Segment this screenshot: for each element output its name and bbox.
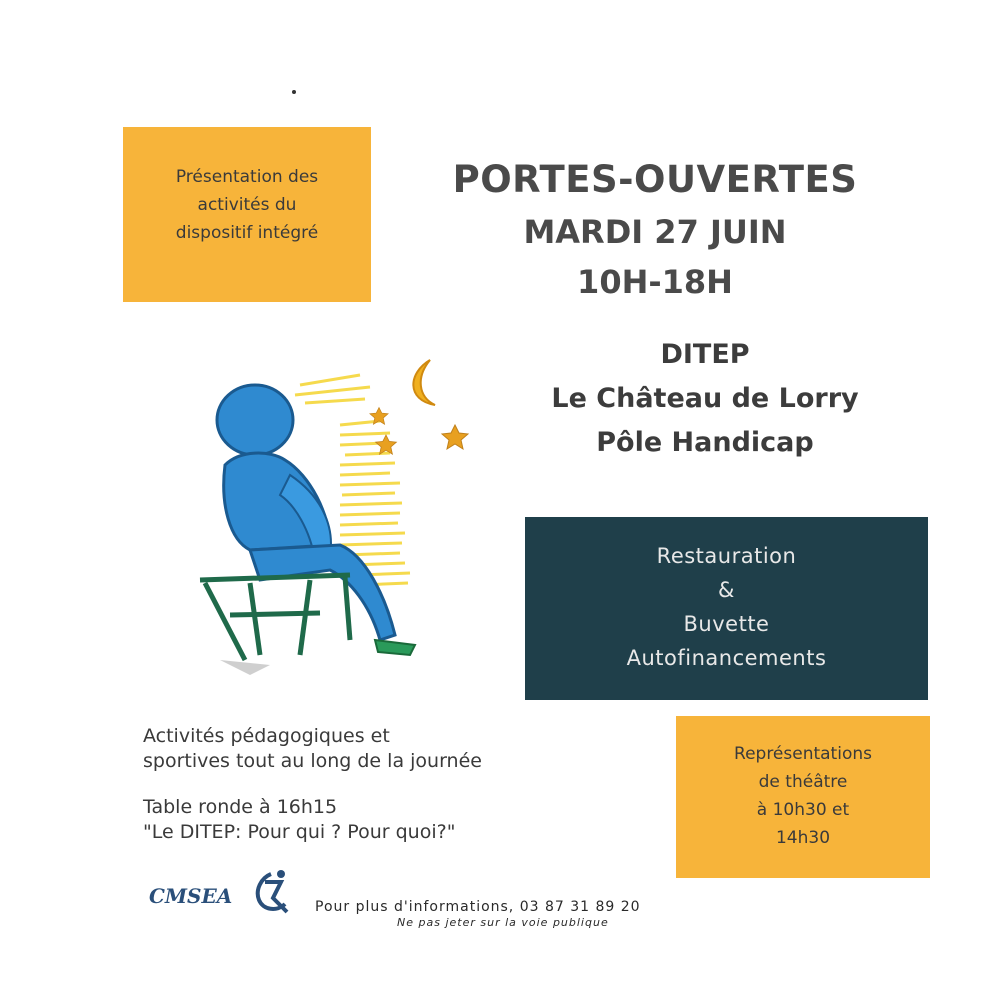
logo-text: CMSEA <box>149 884 233 908</box>
venue-block <box>480 333 930 465</box>
presentation-text <box>123 163 371 247</box>
presentation-line: dispositif intégré <box>175 223 319 243</box>
theatre-line: Représentations <box>734 744 872 764</box>
catering-box <box>525 517 928 700</box>
catering-text <box>525 539 928 675</box>
theatre-text <box>676 740 930 852</box>
venue-line: Le Château de Lorry <box>551 383 859 414</box>
catering-line: Restauration <box>656 544 797 568</box>
presentation-line: activités du <box>197 195 297 215</box>
cmsea-logo <box>149 868 349 928</box>
activities-text <box>143 724 663 774</box>
presentation-line: Présentation des <box>175 167 319 187</box>
event-header <box>385 158 925 301</box>
presentation-box <box>123 127 371 302</box>
activities-line: sportives tout au long de la journée <box>143 750 482 772</box>
event-date: MARDI 27 JUIN <box>523 213 787 251</box>
catering-line: & <box>718 578 735 602</box>
round-table-text <box>143 795 663 845</box>
legal-notice: Ne pas jeter sur la voie publique <box>397 916 609 929</box>
round-table-line: Table ronde à 16h15 <box>143 796 338 818</box>
theatre-line: 14h30 <box>775 828 831 848</box>
contact-info: Pour plus d'informations, 03 87 31 89 20 <box>315 899 641 915</box>
catering-line: Autofinancements <box>626 646 827 670</box>
round-table-line: "Le DITEP: Pour qui ? Pour quoi?" <box>143 821 456 843</box>
venue-line: DITEP <box>660 339 750 370</box>
child-sitting-on-stool-looking-at-moon-illustration <box>190 355 520 685</box>
catering-line: Buvette <box>683 612 770 636</box>
accessibility-logo-icon <box>241 868 301 918</box>
event-title: PORTES-OUVERTES <box>452 158 858 201</box>
scan-speck <box>292 90 296 94</box>
theatre-line: de théâtre <box>758 772 848 792</box>
event-hours: 10H-18H <box>577 263 733 301</box>
theatre-line: à 10h30 et <box>756 800 850 820</box>
theatre-box <box>676 716 930 878</box>
activities-line: Activités pédagogiques et <box>143 725 390 747</box>
venue-line: Pôle Handicap <box>596 427 814 458</box>
